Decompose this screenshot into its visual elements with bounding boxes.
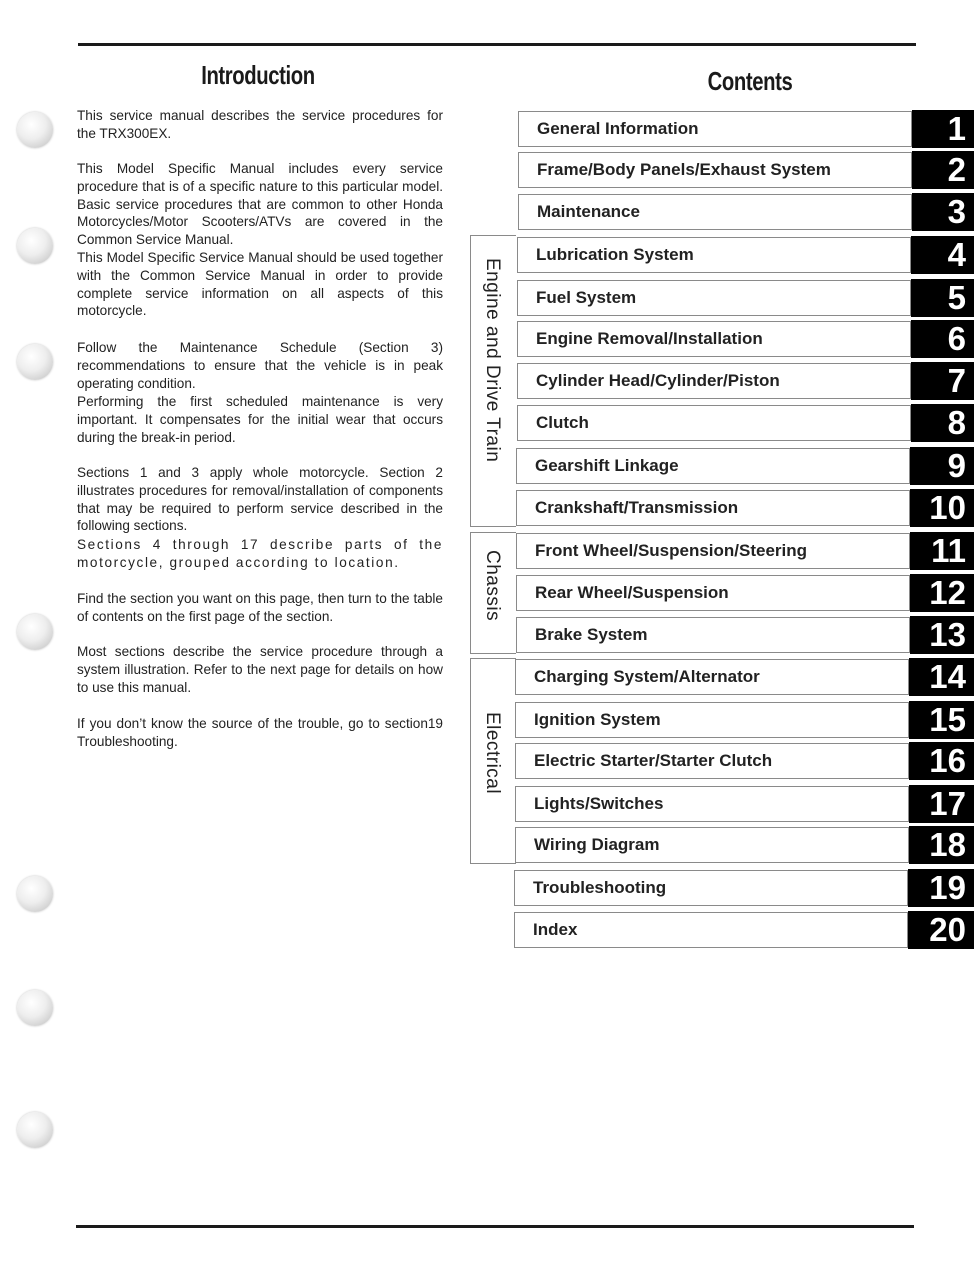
toc-item-number[interactable]: 11	[910, 532, 974, 570]
intro-paragraph: Most sections describe the service procedure through a system illustration. Refer to the next page for details on how to use this manual.	[77, 644, 443, 695]
toc-item-label[interactable]: Electric Starter/Starter Clutch	[515, 743, 909, 779]
toc-item-label[interactable]: Cylinder Head/Cylinder/Piston	[517, 363, 911, 399]
punch-hole	[17, 990, 53, 1026]
toc-item-label[interactable]: Lubrication System	[517, 237, 911, 273]
toc-item-label[interactable]: Crankshaft/Transmission	[516, 490, 910, 526]
toc-item-label[interactable]: Engine Removal/Installation	[517, 321, 911, 357]
toc-item-number[interactable]: 12	[910, 574, 974, 612]
toc-item-label[interactable]: Wiring Diagram	[515, 827, 909, 863]
toc-item-label[interactable]: Gearshift Linkage	[516, 448, 910, 484]
toc-item-label[interactable]: Ignition System	[515, 702, 909, 738]
toc-item-number[interactable]: 13	[910, 616, 974, 654]
intro-paragraph: If you don’t know the source of the trouble, go to section19 Troubleshooting.	[77, 716, 443, 749]
toc-item-label[interactable]: Brake System	[516, 617, 910, 653]
punch-hole	[17, 614, 53, 650]
toc-item-number[interactable]: 19	[908, 869, 974, 907]
toc-item-number[interactable]: 4	[911, 236, 974, 274]
introduction-heading: Introduction	[201, 60, 315, 90]
bottom-rule	[76, 1225, 914, 1228]
toc-item-label[interactable]: Front Wheel/Suspension/Steering	[516, 533, 910, 569]
intro-paragraph: This Model Specific Service Manual should be used together with the Common Service Manual in order to provide complete service information on all aspects of this motorcycle.	[77, 250, 443, 319]
intro-paragraph: Sections 1 and 3 apply whole motorcycle. Section 2 illustrates procedures for removal/installation of components that may be required to perform service described in the following sections.	[77, 465, 443, 534]
group-label-chassis: Chassis	[482, 550, 503, 622]
toc-item-number[interactable]: 10	[910, 489, 974, 527]
punch-hole	[17, 344, 53, 380]
punch-hole	[17, 1112, 53, 1148]
toc-item-number[interactable]: 18	[909, 826, 974, 864]
intro-paragraph: Sections 4 through 17 describe parts of the motorcycle, grouped according to location.	[77, 537, 443, 570]
toc-item-label[interactable]: Lights/Switches	[515, 786, 909, 822]
toc-item-number[interactable]: 20	[908, 911, 974, 949]
toc-item-label[interactable]: Fuel System	[517, 280, 911, 316]
intro-paragraph: Performing the first scheduled maintenance is very important. It compensates for the initial wear that occurs during the break-in period.	[77, 394, 443, 445]
toc-item-label[interactable]: Charging System/Alternator	[515, 659, 909, 695]
toc-item-number[interactable]: 14	[909, 658, 974, 696]
toc-item-number[interactable]: 17	[909, 785, 974, 823]
toc-item-number[interactable]: 15	[909, 701, 974, 739]
toc-item-number[interactable]: 16	[909, 742, 974, 780]
intro-paragraph: This Model Specific Manual includes every service procedure that is of a specific nature to this particular model. Basic service procedures that are common to other Honda Motorcycles/Motor Scooters/ATVs are covered in the Common Service Manual.	[77, 161, 443, 248]
punch-hole	[17, 228, 53, 264]
toc-item-label[interactable]: General Information	[518, 111, 912, 147]
intro-paragraph: This service manual describes the service procedures for the TRX300EX.	[77, 108, 443, 141]
toc-item-number[interactable]: 7	[911, 362, 974, 400]
toc-item-number[interactable]: 9	[910, 447, 974, 485]
toc-item-label[interactable]: Maintenance	[518, 194, 912, 230]
toc-item-label[interactable]: Rear Wheel/Suspension	[516, 575, 910, 611]
toc-item-number[interactable]: 6	[911, 320, 974, 358]
toc-item-number[interactable]: 8	[911, 404, 974, 442]
top-rule	[78, 43, 916, 46]
toc-item-number[interactable]: 5	[911, 279, 974, 317]
group-label-electrical: Electrical	[482, 712, 503, 795]
punch-hole	[17, 876, 53, 912]
toc-item-label[interactable]: Index	[514, 912, 908, 948]
punch-hole	[17, 112, 53, 148]
toc-item-label[interactable]: Clutch	[517, 405, 911, 441]
toc-item-label[interactable]: Troubleshooting	[514, 870, 908, 906]
group-label-engine: Engine and Drive Train	[482, 258, 503, 463]
intro-paragraph: Follow the Maintenance Schedule (Section 3) recommendations to ensure that the vehicle is in peak operating condition.	[77, 340, 443, 391]
toc-item-label[interactable]: Frame/Body Panels/Exhaust System	[518, 152, 912, 188]
toc-item-number[interactable]: 3	[912, 193, 974, 231]
intro-paragraph: Find the section you want on this page, then turn to the table of contents on the first page of the section.	[77, 591, 443, 624]
toc-item-number[interactable]: 1	[912, 110, 974, 148]
toc-item-number[interactable]: 2	[912, 151, 974, 189]
contents-heading: Contents	[707, 66, 793, 96]
